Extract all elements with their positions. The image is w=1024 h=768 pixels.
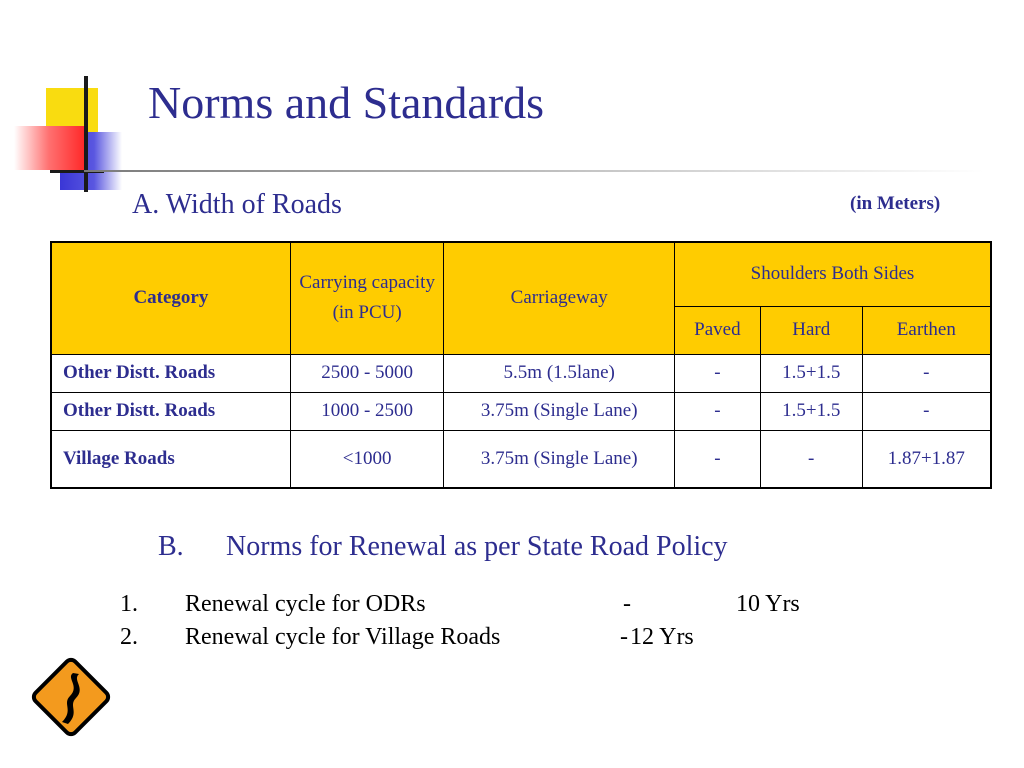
cell-capacity: 1000 - 2500	[290, 392, 444, 430]
header-category: Category	[51, 242, 290, 354]
section-b-heading	[158, 531, 728, 563]
cell-paved: -	[674, 430, 760, 488]
cell-paved: -	[674, 354, 760, 392]
list-item-text: Renewal cycle for ODRs	[185, 591, 426, 617]
cell-earthen: -	[862, 354, 991, 392]
cell-earthen: 1.87+1.87	[862, 430, 991, 488]
section-b-text: Norms for Renewal as per State Road Policy	[226, 531, 728, 562]
cell-capacity: <1000	[290, 430, 444, 488]
cell-category: Other Distt. Roads	[51, 392, 290, 430]
section-b-number: B.	[158, 531, 184, 562]
header-carriageway: Carriageway	[444, 242, 674, 354]
page-title: Norms and Standards	[148, 77, 545, 128]
cell-category: Other Distt. Roads	[51, 354, 290, 392]
list-item-value: 12 Yrs	[630, 624, 694, 650]
deco-vertical-line	[84, 76, 88, 192]
list-item-text: Renewal cycle for Village Roads	[185, 624, 501, 650]
table-row	[51, 354, 991, 392]
list-item-dash: -	[620, 624, 628, 650]
cell-category: Village Roads	[51, 430, 290, 488]
winding-road-sign-icon	[30, 656, 112, 738]
cell-carriageway: 5.5m (1.5lane)	[444, 354, 674, 392]
header-shoulders: Shoulders Both Sides	[674, 242, 991, 306]
cell-paved: -	[674, 392, 760, 430]
cell-earthen: -	[862, 392, 991, 430]
header-earthen: Earthen	[862, 306, 991, 354]
list-item-number: 2.	[120, 624, 138, 650]
header-capacity-line2: (in PCU)	[332, 302, 402, 324]
table-row	[51, 430, 991, 488]
cell-hard: -	[760, 430, 862, 488]
cell-carriageway: 3.75m (Single Lane)	[444, 430, 674, 488]
header-capacity-line1: Carrying capacity	[299, 272, 435, 294]
cell-capacity: 2500 - 5000	[290, 354, 444, 392]
list-item-dash: -	[623, 591, 631, 617]
cell-hard: 1.5+1.5	[760, 392, 862, 430]
cell-carriageway: 3.75m (Single Lane)	[444, 392, 674, 430]
cell-hard: 1.5+1.5	[760, 354, 862, 392]
header-paved: Paved	[674, 306, 760, 354]
list-item-value: 10 Yrs	[736, 591, 800, 617]
units-note: (in Meters)	[850, 193, 941, 214]
title-underline	[84, 170, 984, 172]
header-hard: Hard	[760, 306, 862, 354]
deco-red-bar	[14, 126, 84, 170]
header-capacity	[290, 242, 444, 354]
section-a-heading: A. Width of Roads	[132, 189, 342, 220]
road-width-table	[50, 241, 992, 489]
list-item-number: 1.	[120, 591, 138, 617]
table-row	[51, 392, 991, 430]
